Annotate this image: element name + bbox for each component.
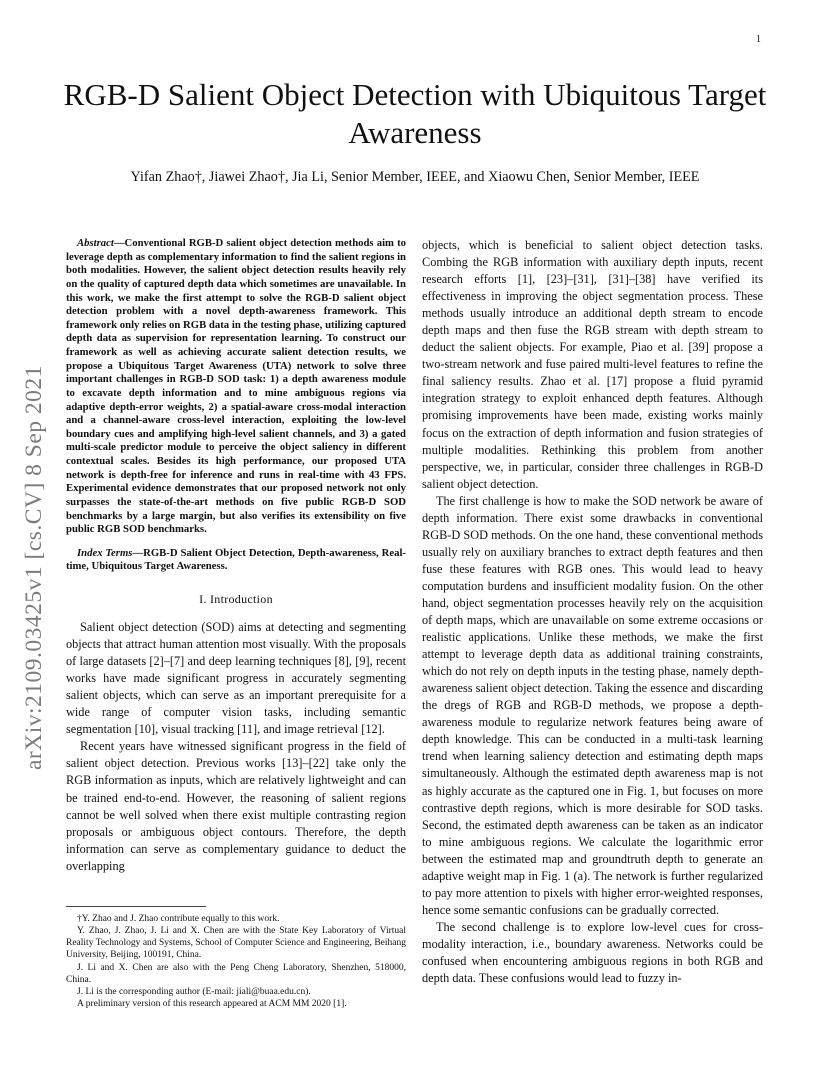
footnote: J. Li and X. Chen are also with the Peng Cheng Laboratory, Shenzhen, 518000, China. bbox=[66, 962, 406, 985]
author-line: Yifan Zhao†, Jiawei Zhao†, Jia Li, Senior Member, IEEE, and Xiaowu Chen, Senior Member, IEEE bbox=[130, 169, 700, 185]
index-terms-label: Index Terms bbox=[77, 546, 133, 559]
footnote: A preliminary version of this research appeared at ACM MM 2020 [1]. bbox=[77, 999, 347, 1010]
body-paragraph: The first challenge is how to make the SOD network be aware of depth information. There exist some drawbacks in conventional RGB-D SOD methods. On the one hand, these conventional methods usually rely on auxiliary branches to extract depth features and then fuse these features with RGB ones. This would lead to heavy computation burdens and insufficient modality fusion. On the other hand, object segmentation processes heavily rely on the acquisition of depth maps, which are unavailable on some extreme occasions or realistic applications. Unlike these methods, we make the first attempt to leverage depth data as additional training constraints, which do not rely on depth inputs in the testing phase, namely depth-awareness salient object detection. Taking the essence and discarding the dregs of RGB and RGB-D methods, we propose a depth-awareness module to regularize network features being aware of depth knowledge. This can be conducted in a multi-task learning trend when learning saliency detection and estimating depth maps simultaneously. Although the estimated depth awareness map is not as highly accurate as the captured one in Fig. 1, but focuses on more contrastive depth regions, which is more desirable for SOD tasks. Second, the estimated depth awareness can be taken as an indicator to mine ambiguous regions. We calculate the logarithmic error between the estimated map and groundtruth depth to generate an adaptive weight map in Fig. 1 (a). The network is further regularized to pay more attention to pixels with higher error-weighted responses, hence some semantic confusions can be gradually corrected. bbox=[422, 493, 763, 917]
footnote: †Y. Zhao and J. Zhao contribute equally to this work. bbox=[77, 914, 280, 924]
body-paragraph: Salient object detection (SOD) aims at detecting and segmenting objects that attract human attention most visually. With the proposals of large datasets [2]–[7] and deep learning techniques [8], [9], recent works have made significant progress in accurately segmenting salient objects, which can serve as an important prerequisite for a wide range of computer vision tasks, including semantic segmentation [10], visual tracking [11], and image retrieval [12]. bbox=[66, 620, 406, 737]
footnotes bbox=[66, 913, 406, 1010]
section-heading: I. Introduction bbox=[199, 592, 273, 606]
footnote: Y. Zhao, J. Zhao, J. Li and X. Chen are with the State Key Laboratory of Virtual Reality Technology and Systems, School of Computer Science and Engineering, Beihang University, Beijing, 100191, China. bbox=[66, 926, 406, 961]
page-number: 1 bbox=[756, 34, 761, 45]
index-terms-text: —RGB-D Salient Object Detection, Depth-awareness, Real-time, Ubiquitous Target Awareness. bbox=[66, 546, 406, 573]
abstract-text: —Conventional RGB-D salient object detection methods aim to leverage depth as complementary information to find the salient regions in both modalities. However, the salient object detection results heavily rely on the quality of captured depth data which sometimes are unavailable. In this work, we make the first attempt to solve the RGB-D salient object detection problem with a novel depth-awareness framework. This framework only relies on RGB data in the testing phase, utilizing captured depth data as supervision for representation learning. To construct our framework as well as achieving accurate salient detection results, we propose a Ubiquitous Target Awareness (UTA) network to solve three important challenges in RGB-D SOD task: 1) a depth awareness module to excavate depth information and to mine ambiguous regions via adaptive depth-error weights, 2) a spatial-aware cross-modal interaction and a channel-aware cross-level interaction, exploiting the low-level boundary cues and amplifying high-level salient channels, and 3) a gated multi-scale predictor module to perceive the object saliency in different contextual scales. Besides its high performance, our proposed UTA network is depth-free for inference and runs in real-time with 43 FPS. Experimental evidence demonstrates that our proposed network not only surpasses the state-of-the-art methods on five public RGB-D SOD benchmarks by a large margin, but also verifies its extensibility on five public RGB SOD benchmarks. bbox=[66, 237, 406, 536]
left-column bbox=[66, 237, 406, 875]
footnote: J. Li is the corresponding author (E-mail: jiali@buaa.edu.cn). bbox=[77, 986, 311, 997]
paper-title: RGB-D Salient Object Detection with Ubiquitous Target Awareness bbox=[63, 77, 767, 150]
body-paragraph: objects, which is beneficial to salient object detection tasks. Combing the RGB information with auxiliary depth inputs, recent research efforts [1], [23]–[31], [31]–[38] have verified its effectiveness in improving the object segmentation process. These methods usually introduce an additional depth stream to encode depth maps and then fuse the RGB stream with depth stream to deduct the salient objects. For example, Piao et al. [39] propose a two-stream network and fuse paired multi-level features to refine the final saliency results. Zhao et al. [17] propose a fluid pyramid integration strategy to exploit enhanced depth features. Although promising improvements have been made, existing works mainly focus on the extraction of depth information and fusion strategies of multiple modalities. Rethinking this problem from another perspective, we, in particular, consider three challenges in RGB-D salient object detection. bbox=[422, 238, 763, 491]
right-column bbox=[422, 237, 763, 987]
abstract bbox=[66, 237, 406, 537]
arxiv-stamp: arXiv:2109.03425v1 [cs.CV] 8 Sep 2021 bbox=[21, 365, 47, 770]
body-paragraph: Recent years have witnessed significant progress in the field of salient object detection. Previous works [13]–[22] take only the RGB information as inputs, which are relatively lightweight and can be trained end-to-end. However, the reasoning of salient regions cannot be well solved when there exist multiple contrasting region proposals or ambiguous object contours. Therefore, the depth information can serve as complementary guidance to deduct the overlapping bbox=[66, 739, 406, 873]
footnote-rule bbox=[66, 906, 206, 907]
body-paragraph: The second challenge is to explore low-level cues for cross-modality interaction, i.e., boundary awareness. Networks could be confused when encountering ambiguous regions in both RGB and depth data. These confusions would lead to fuzzy in- bbox=[422, 919, 763, 986]
index-terms bbox=[66, 547, 406, 574]
abstract-label: Abstract bbox=[77, 237, 114, 249]
